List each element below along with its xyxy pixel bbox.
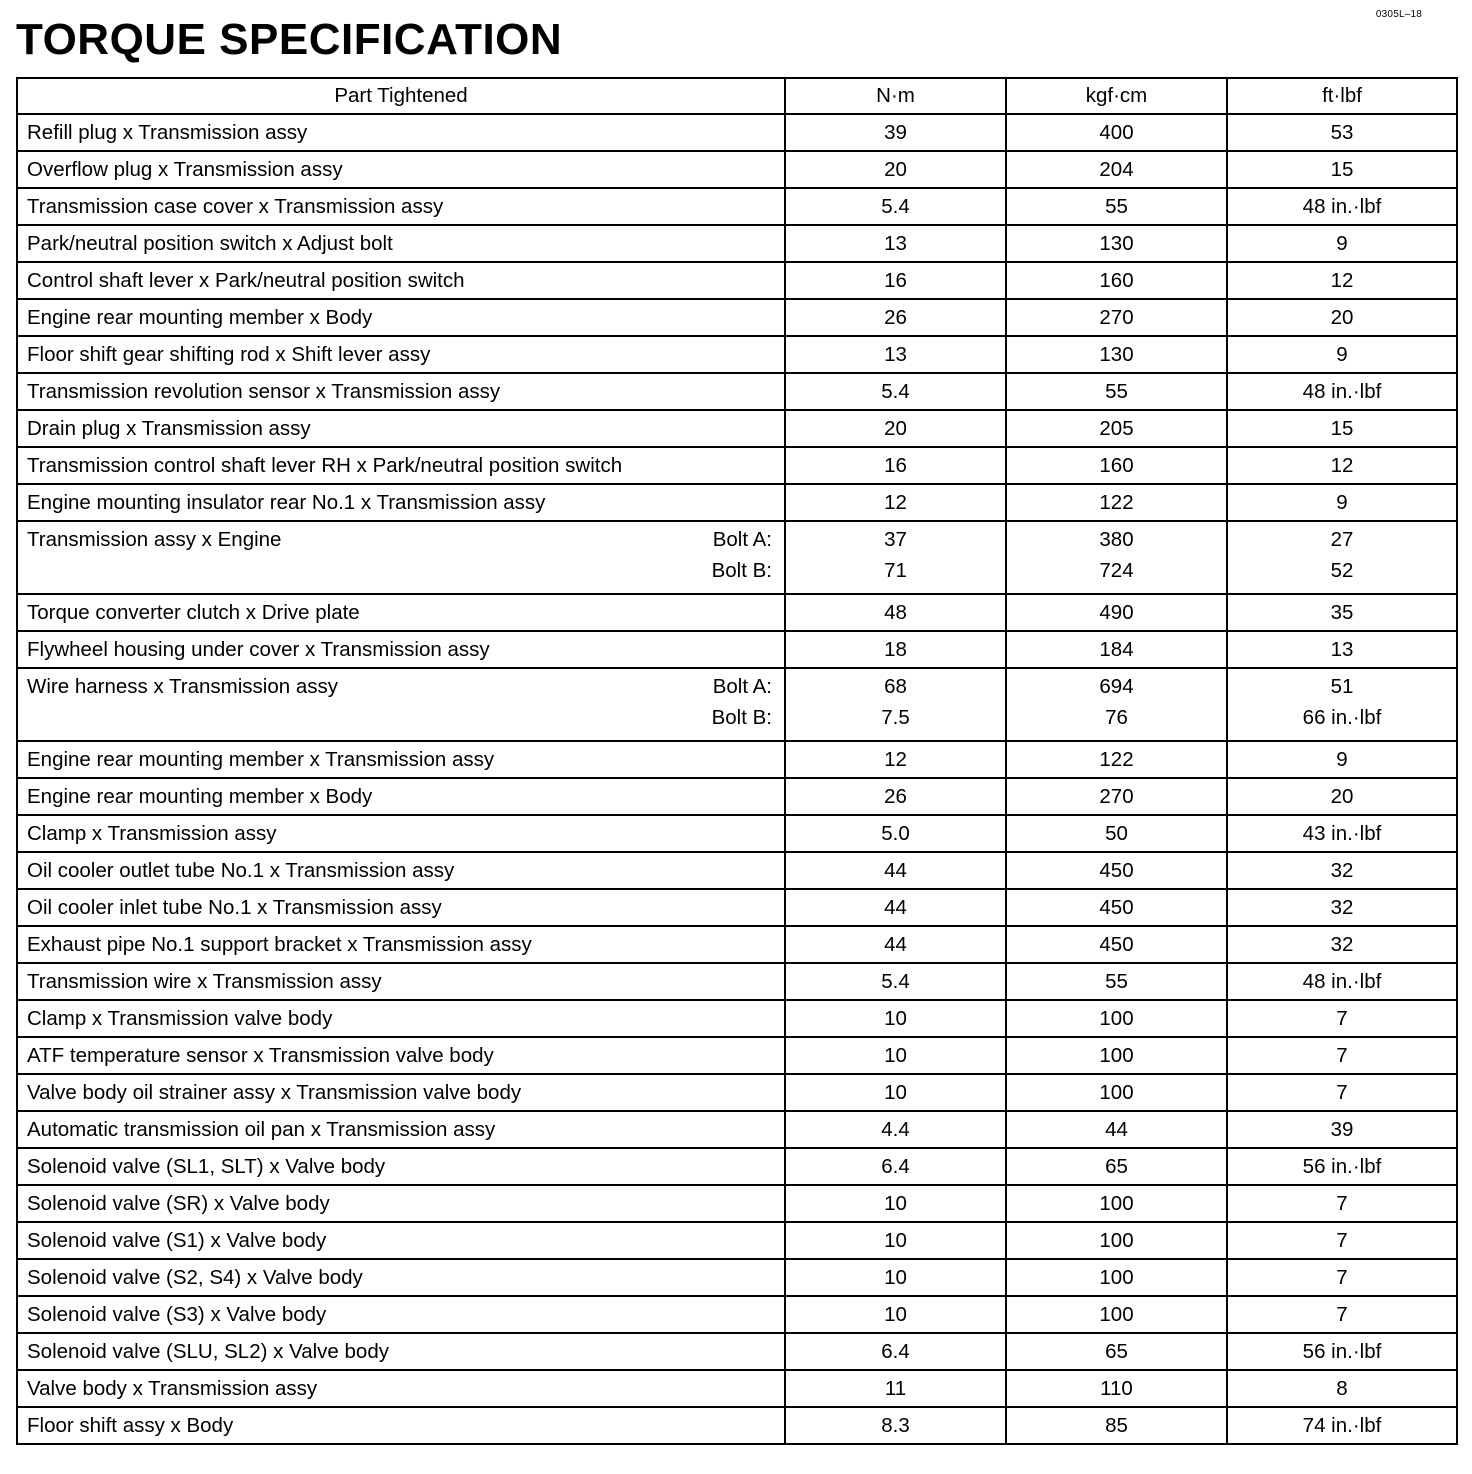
nm-value: 6.4 [785, 1148, 1006, 1185]
nm-value: 5.4 [785, 188, 1006, 225]
kgf-value: 130 [1006, 225, 1227, 262]
kgf-value: 100 [1006, 1037, 1227, 1074]
table-row [17, 1074, 1457, 1111]
nm-value: 26 [785, 778, 1006, 815]
part-name: Flywheel housing under cover x Transmission assy [27, 637, 490, 661]
ft-value: 12 [1227, 447, 1457, 484]
kgf-value: 65 [1006, 1333, 1227, 1370]
part-cell [17, 521, 785, 594]
part-cell [17, 963, 785, 1000]
part-cell [17, 373, 785, 410]
part-name: Oil cooler outlet tube No.1 x Transmission assy [27, 858, 455, 882]
table-row [17, 151, 1457, 188]
nm-value: 10 [785, 1296, 1006, 1333]
kgf-value: 160 [1006, 447, 1227, 484]
table-row [17, 521, 1457, 594]
nm-value: 10 [785, 1259, 1006, 1296]
nm-cell [785, 668, 1006, 741]
ft-value: 15 [1227, 410, 1457, 447]
ft-value: 48 in.·lbf [1227, 963, 1457, 1000]
kgf-cell [1006, 668, 1227, 741]
part-cell [17, 262, 785, 299]
part-name: Control shaft lever x Park/neutral position switch [27, 268, 465, 292]
part-name: Engine rear mounting member x Body [27, 305, 373, 329]
page-title: TORQUE SPECIFICATION [16, 15, 563, 64]
header-row [17, 78, 1457, 114]
header-part: Part Tightened [17, 78, 785, 114]
part-name: Overflow plug x Transmission assy [27, 157, 343, 181]
nm-value: 5.4 [785, 373, 1006, 410]
nm-value: 20 [785, 151, 1006, 188]
table-row [17, 594, 1457, 631]
table-row [17, 299, 1457, 336]
table-row [17, 188, 1457, 225]
nm-value: 26 [785, 299, 1006, 336]
table-row [17, 1333, 1457, 1370]
part-cell [17, 778, 785, 815]
table-row [17, 668, 1457, 741]
kgf-value: 270 [1006, 778, 1227, 815]
table-row [17, 1037, 1457, 1074]
part-name: Exhaust pipe No.1 support bracket x Transmission assy [27, 932, 532, 956]
nm-value: 11 [785, 1370, 1006, 1407]
nm-value: 16 [785, 447, 1006, 484]
part-name: Wire harness x Transmission assy [27, 675, 339, 698]
part-name: Floor shift assy x Body [27, 1413, 234, 1437]
table-row [17, 447, 1457, 484]
part-name: Refill plug x Transmission assy [27, 120, 308, 144]
nm-value: 5.4 [785, 963, 1006, 1000]
kgf-value: 122 [1006, 484, 1227, 521]
table-row [17, 1111, 1457, 1148]
table-row [17, 852, 1457, 889]
ft-value: 8 [1227, 1370, 1457, 1407]
kgf-value: 130 [1006, 336, 1227, 373]
ft-value: 48 in.·lbf [1227, 373, 1457, 410]
ft-value: 7 [1227, 1074, 1457, 1111]
ft-value: 56 in.·lbf [1227, 1148, 1457, 1185]
part-cell [17, 815, 785, 852]
table-row [17, 1407, 1457, 1444]
table-row [17, 410, 1457, 447]
kgf-value: 65 [1006, 1148, 1227, 1185]
table-row [17, 815, 1457, 852]
ft-value: 9 [1227, 336, 1457, 373]
part-cell [17, 114, 785, 151]
ft-cell [1227, 521, 1457, 594]
kgf-value: 100 [1006, 1222, 1227, 1259]
nm-value: 10 [785, 1222, 1006, 1259]
ft-value: 7 [1227, 1296, 1457, 1333]
table-row [17, 484, 1457, 521]
part-name: Engine rear mounting member x Body [27, 784, 373, 808]
header-nm: N·m [785, 78, 1006, 114]
nm-value: 48 [785, 594, 1006, 631]
part-cell [17, 188, 785, 225]
part-name: Transmission wire x Transmission assy [27, 969, 382, 993]
table-row [17, 778, 1457, 815]
table-row [17, 225, 1457, 262]
part-cell [17, 889, 785, 926]
part-cell [17, 668, 785, 741]
nm-value: 44 [785, 926, 1006, 963]
table-row [17, 741, 1457, 778]
nm-value: 10 [785, 1000, 1006, 1037]
ft-value: 39 [1227, 1111, 1457, 1148]
ft-value: 32 [1227, 852, 1457, 889]
ft-value: 27 [1330, 528, 1354, 551]
part-cell [17, 336, 785, 373]
part-name: Oil cooler inlet tube No.1 x Transmission assy [27, 895, 442, 919]
kgf-value: 450 [1006, 926, 1227, 963]
part-name: Automatic transmission oil pan x Transmission assy [27, 1117, 496, 1141]
part-cell [17, 225, 785, 262]
part-name: Solenoid valve (SR) x Valve body [27, 1191, 330, 1215]
part-name: Transmission revolution sensor x Transmission assy [27, 379, 501, 403]
part-cell [17, 447, 785, 484]
table-row [17, 1296, 1457, 1333]
part-cell [17, 1407, 785, 1444]
nm-value: 7.5 [881, 706, 910, 729]
table-row [17, 631, 1457, 668]
ft-value: 32 [1227, 889, 1457, 926]
bolt-label: Bolt A: [712, 528, 772, 551]
kgf-value: 100 [1006, 1000, 1227, 1037]
nm-value: 12 [785, 741, 1006, 778]
kgf-value: 55 [1006, 963, 1227, 1000]
kgf-value: 450 [1006, 852, 1227, 889]
nm-value: 13 [785, 225, 1006, 262]
part-cell [17, 1259, 785, 1296]
table-row [17, 373, 1457, 410]
ft-value: 66 in.·lbf [1302, 706, 1382, 729]
nm-value: 68 [884, 675, 907, 698]
part-cell [17, 1296, 785, 1333]
part-cell [17, 852, 785, 889]
ft-value: 15 [1227, 151, 1457, 188]
nm-value: 6.4 [785, 1333, 1006, 1370]
bolt-label: Bolt A: [712, 675, 772, 698]
kgf-value: 55 [1006, 188, 1227, 225]
part-cell [17, 926, 785, 963]
kgf-value: 204 [1006, 151, 1227, 188]
part-name: Floor shift gear shifting rod x Shift lever assy [27, 342, 431, 366]
part-name: Transmission case cover x Transmission assy [27, 194, 444, 218]
ft-value: 48 in.·lbf [1227, 188, 1457, 225]
ft-value: 13 [1227, 631, 1457, 668]
kgf-value: 100 [1006, 1296, 1227, 1333]
nm-cell [785, 521, 1006, 594]
kgf-value: 100 [1006, 1185, 1227, 1222]
part-cell [17, 631, 785, 668]
part-name: Solenoid valve (SLU, SL2) x Valve body [27, 1339, 389, 1363]
part-cell [17, 594, 785, 631]
nm-value: 4.4 [785, 1111, 1006, 1148]
part-cell [17, 1370, 785, 1407]
kgf-value: 270 [1006, 299, 1227, 336]
part-cell [17, 1185, 785, 1222]
ft-value: 32 [1227, 926, 1457, 963]
kgf-value: 490 [1006, 594, 1227, 631]
kgf-cell [1006, 521, 1227, 594]
part-name: ATF temperature sensor x Transmission valve body [27, 1043, 494, 1067]
kgf-value: 100 [1006, 1259, 1227, 1296]
kgf-value: 724 [1099, 559, 1134, 582]
kgf-value: 184 [1006, 631, 1227, 668]
ft-value: 9 [1227, 484, 1457, 521]
ft-value: 35 [1227, 594, 1457, 631]
ft-value: 7 [1227, 1185, 1457, 1222]
part-name: Valve body oil strainer assy x Transmission valve body [27, 1080, 522, 1104]
part-cell [17, 1222, 785, 1259]
nm-value: 18 [785, 631, 1006, 668]
kgf-value: 55 [1006, 373, 1227, 410]
ft-value: 7 [1227, 1000, 1457, 1037]
table-row [17, 926, 1457, 963]
table-row [17, 889, 1457, 926]
nm-value: 10 [785, 1185, 1006, 1222]
kgf-value: 76 [1105, 706, 1128, 729]
part-name: Clamp x Transmission assy [27, 821, 277, 845]
kgf-value: 380 [1099, 528, 1134, 551]
part-name: Solenoid valve (S3) x Valve body [27, 1302, 327, 1326]
table-row [17, 1222, 1457, 1259]
part-cell [17, 1074, 785, 1111]
nm-value: 5.0 [785, 815, 1006, 852]
document-code: 0305L–18 [1375, 9, 1422, 20]
header-ft: ft·lbf [1227, 78, 1457, 114]
nm-value: 20 [785, 410, 1006, 447]
kgf-value: 100 [1006, 1074, 1227, 1111]
bolt-labels [712, 528, 772, 590]
bolt-labels [712, 675, 772, 737]
part-name: Drain plug x Transmission assy [27, 416, 311, 440]
nm-value: 44 [785, 889, 1006, 926]
ft-value: 20 [1227, 299, 1457, 336]
kgf-value: 694 [1099, 675, 1134, 698]
part-name: Park/neutral position switch x Adjust bolt [27, 231, 393, 255]
table-row [17, 963, 1457, 1000]
ft-value: 20 [1227, 778, 1457, 815]
kgf-value: 85 [1006, 1407, 1227, 1444]
nm-value: 8.3 [785, 1407, 1006, 1444]
part-cell [17, 299, 785, 336]
part-name: Engine mounting insulator rear No.1 x Transmission assy [27, 490, 546, 514]
ft-value: 52 [1330, 559, 1354, 582]
part-name: Solenoid valve (SL1, SLT) x Valve body [27, 1154, 386, 1178]
ft-value: 7 [1227, 1222, 1457, 1259]
part-cell [17, 1333, 785, 1370]
ft-value: 43 in.·lbf [1227, 815, 1457, 852]
part-name: Clamp x Transmission valve body [27, 1006, 333, 1030]
bolt-label: Bolt B: [711, 706, 772, 729]
nm-value: 13 [785, 336, 1006, 373]
kgf-value: 450 [1006, 889, 1227, 926]
ft-cell [1227, 668, 1457, 741]
table-row [17, 1185, 1457, 1222]
nm-value: 12 [785, 484, 1006, 521]
ft-value: 7 [1227, 1037, 1457, 1074]
part-cell [17, 410, 785, 447]
part-name: Transmission control shaft lever RH x Park/neutral position switch [27, 453, 623, 477]
kgf-value: 44 [1006, 1111, 1227, 1148]
nm-value: 10 [785, 1037, 1006, 1074]
table-row [17, 1000, 1457, 1037]
part-name: Engine rear mounting member x Transmission assy [27, 747, 495, 771]
part-name: Solenoid valve (S1) x Valve body [27, 1228, 327, 1252]
nm-value: 10 [785, 1074, 1006, 1111]
bolt-label: Bolt B: [711, 559, 772, 582]
part-name: Solenoid valve (S2, S4) x Valve body [27, 1265, 363, 1289]
part-cell [17, 741, 785, 778]
nm-value: 71 [884, 559, 907, 582]
kgf-value: 160 [1006, 262, 1227, 299]
ft-value: 56 in.·lbf [1227, 1333, 1457, 1370]
kgf-value: 205 [1006, 410, 1227, 447]
part-cell [17, 1037, 785, 1074]
kgf-value: 122 [1006, 741, 1227, 778]
table-row [17, 1259, 1457, 1296]
ft-value: 12 [1227, 262, 1457, 299]
ft-value: 74 in.·lbf [1227, 1407, 1457, 1444]
part-cell [17, 151, 785, 188]
table-row [17, 114, 1457, 151]
kgf-value: 400 [1006, 114, 1227, 151]
part-cell [17, 1148, 785, 1185]
table-row [17, 1148, 1457, 1185]
header-kgf: kgf·cm [1006, 78, 1227, 114]
part-name: Torque converter clutch x Drive plate [27, 600, 360, 624]
part-cell [17, 484, 785, 521]
nm-value: 37 [884, 528, 907, 551]
ft-value: 9 [1227, 741, 1457, 778]
part-cell [17, 1000, 785, 1037]
table-row [17, 262, 1457, 299]
ft-value: 53 [1227, 114, 1457, 151]
part-cell [17, 1111, 785, 1148]
ft-value: 9 [1227, 225, 1457, 262]
nm-value: 39 [785, 114, 1006, 151]
ft-value: 51 [1330, 675, 1354, 698]
nm-value: 44 [785, 852, 1006, 889]
table-row [17, 336, 1457, 373]
table-row [17, 1370, 1457, 1407]
torque-table [16, 77, 1458, 1445]
ft-value: 7 [1227, 1259, 1457, 1296]
nm-value: 16 [785, 262, 1006, 299]
part-name: Transmission assy x Engine [27, 528, 282, 551]
part-name: Valve body x Transmission assy [27, 1376, 318, 1400]
kgf-value: 50 [1006, 815, 1227, 852]
kgf-value: 110 [1006, 1370, 1227, 1407]
